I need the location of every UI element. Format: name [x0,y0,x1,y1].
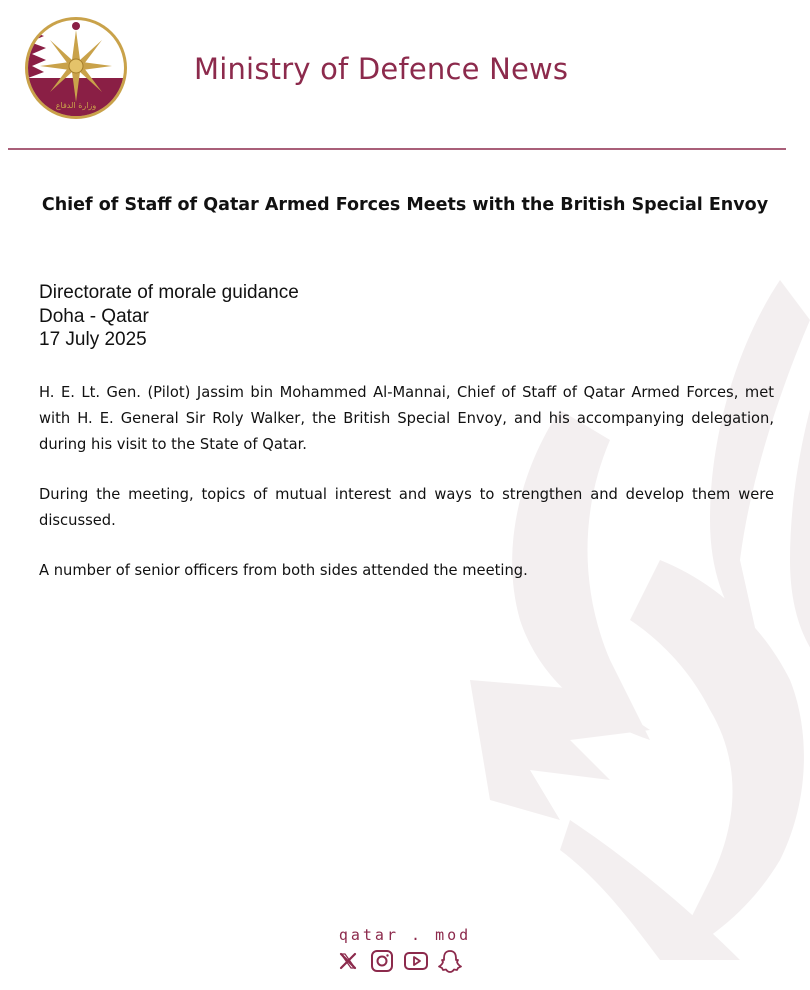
ministry-logo-icon [24,16,128,120]
logo-text: وزارة الدفاع [55,101,97,110]
youtube-icon[interactable] [402,947,430,975]
article-meta [39,281,299,352]
social-links [334,947,464,975]
article-body [39,380,774,608]
x-icon[interactable] [334,947,362,975]
instagram-icon[interactable] [368,947,396,975]
article-paragraph: A number of senior officers from both sides attended the meeting. [39,562,528,579]
article-location: Doha - Qatar [39,305,149,327]
article-paragraph: H. E. Lt. Gen. (Pilot) Jassim bin Mohammed Al-Mannai, Chief of Staff of Qatar Armed Forces, met with H. E. General Sir Roly Walker, the British Special Envoy, and his accompanying delegation, during his visit to the State of Qatar. [39,384,774,453]
article-paragraph: During the meeting, topics of mutual interest and ways to strengthen and develop them were discussed. [39,486,774,529]
header-title: Ministry of Defence News [194,52,569,86]
eagle-watermark-icon [410,260,810,960]
article-date: 17 July 2025 [39,329,147,350]
article-headline: Chief of Staff of Qatar Armed Forces Meets with the British Special Envoy [41,195,769,215]
header-divider [8,148,786,150]
snapchat-icon[interactable] [436,947,464,975]
article-source: Directorate of morale guidance [39,282,299,303]
footer-handle: qatar . mod [338,926,472,944]
